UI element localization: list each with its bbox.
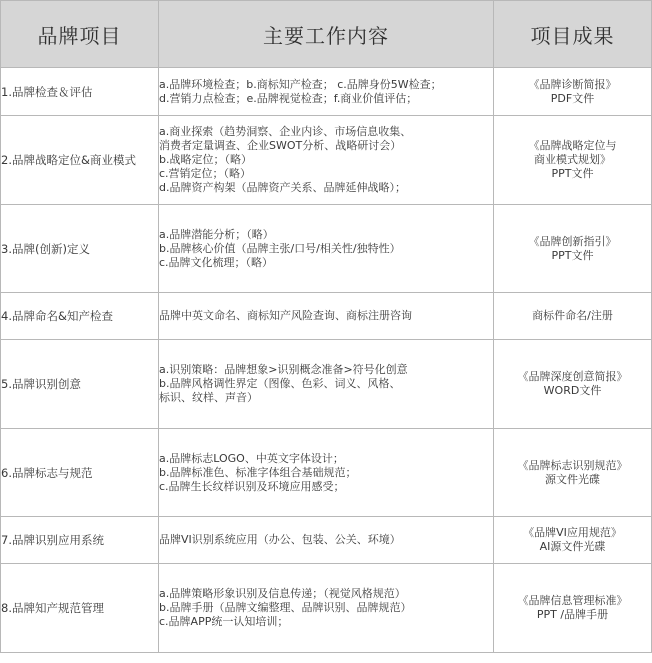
result-line: 《品牌标志识别规范》 [517, 458, 628, 472]
content-line: a.识别策略：品牌想象>识别概念准备>符号化创意 [159, 363, 408, 376]
row-content [159, 116, 494, 205]
table-row [1, 517, 652, 564]
row-item: 2.品牌战略定位&商业模式 [1, 116, 159, 205]
content-line: a.品牌环境检查；b.商标知产检查； c.品牌身份5W检查； [159, 77, 442, 91]
table-row [1, 205, 652, 293]
content-line: d.品牌资产构架（品牌资产关系、品牌延伸战略）； [159, 181, 406, 194]
content-line: a.品牌策略形象识别及信息传递；（视觉风格规范） [159, 587, 406, 600]
content-line: 品牌中英文命名、商标知产风险查询、商标注册咨询 [159, 309, 412, 322]
content-line: b.品牌标准色、标准字体组合基础规范； [159, 465, 357, 479]
row-item: 7.品牌识别应用系统 [1, 517, 159, 564]
table-row [1, 116, 652, 205]
result-line: AI源文件光碟 [539, 540, 606, 553]
row-content [159, 205, 494, 293]
row-item: 5.品牌识别创意 [1, 340, 159, 429]
row-result [494, 564, 652, 653]
content-line: b.战略定位；（略） [159, 153, 252, 166]
content-line: c.品牌生长纹样识别及环境应用感受； [159, 479, 345, 493]
header-brand-project: 品牌项目 [1, 1, 159, 68]
row-content [159, 429, 494, 517]
content-line: b.品牌风格调性界定（图像、色彩、词义、风格、 [159, 377, 401, 390]
content-line: a.商业探索（趋势洞察、企业内诊、市场信息收集、 [159, 125, 412, 138]
content-line: b.品牌核心价值（品牌主张/口号/相关性/独特性） [159, 241, 401, 255]
content-line: 品牌VI识别系统应用（办公、包装、公关、环境） [159, 533, 401, 546]
result-line: 《品牌战略定位与 [528, 139, 617, 152]
row-item: 8.品牌知产规范管理 [1, 564, 159, 653]
content-line: c.品牌文化梳理；（略） [159, 255, 274, 269]
content-line: a.品牌潜能分析；（略） [159, 227, 274, 241]
result-line: PDF文件 [550, 91, 595, 105]
row-item: 1.品牌检查＆评估 [1, 68, 159, 116]
row-item: 6.品牌标志与规范 [1, 429, 159, 517]
table-row [1, 68, 652, 116]
header-main-work: 主要工作内容 [159, 1, 494, 68]
result-line: 《品牌深度创意简报》 [517, 370, 628, 383]
row-content [159, 517, 494, 564]
content-line: 标识、纹样、声音） [159, 391, 258, 404]
table-row [1, 429, 652, 517]
row-result [494, 68, 652, 116]
result-line: 《品牌诊断简报》 [528, 77, 617, 91]
result-line: 商标件命名/注册 [532, 309, 613, 322]
row-content [159, 340, 494, 429]
result-line: 《品牌VI应用规范》 [523, 526, 622, 539]
result-line: PPT文件 [551, 248, 594, 262]
content-line: c.品牌APP统一认知培训； [159, 615, 289, 628]
row-item: 4.品牌命名&知产检查 [1, 293, 159, 340]
content-line: a.品牌标志LOGO、中英文字体设计； [159, 451, 344, 465]
row-result [494, 205, 652, 293]
result-line: 《品牌信息管理标准》 [517, 594, 628, 607]
content-line: c.营销定位；（略） [159, 167, 252, 180]
content-line: d.营销力点检查；e.品牌视觉检查；f.商业价值评估； [159, 91, 418, 105]
row-content [159, 564, 494, 653]
row-result [494, 340, 652, 429]
table-row [1, 293, 652, 340]
result-line: 商业模式规划》 [534, 153, 611, 166]
result-line: PPT文件 [551, 167, 594, 180]
table-row [1, 340, 652, 429]
row-result [494, 293, 652, 340]
result-line: 《品牌创新指引》 [528, 234, 617, 248]
row-content [159, 293, 494, 340]
row-result [494, 116, 652, 205]
row-result [494, 517, 652, 564]
result-line: PPT /品牌手册 [536, 608, 609, 621]
table-row [1, 564, 652, 653]
header-row [1, 1, 652, 68]
result-line: WORD文件 [543, 384, 602, 397]
row-result [494, 429, 652, 517]
row-item: 3.品牌(创新)定义 [1, 205, 159, 293]
row-content [159, 68, 494, 116]
content-line: b.品牌手册（品牌文编整理、品牌识别、品牌规范） [159, 601, 412, 614]
content-line: 消费者定量调查、企业SWOT分析、战略研讨会） [159, 139, 402, 152]
header-project-result: 项目成果 [494, 1, 652, 68]
result-line: 源文件光碟 [545, 472, 600, 486]
